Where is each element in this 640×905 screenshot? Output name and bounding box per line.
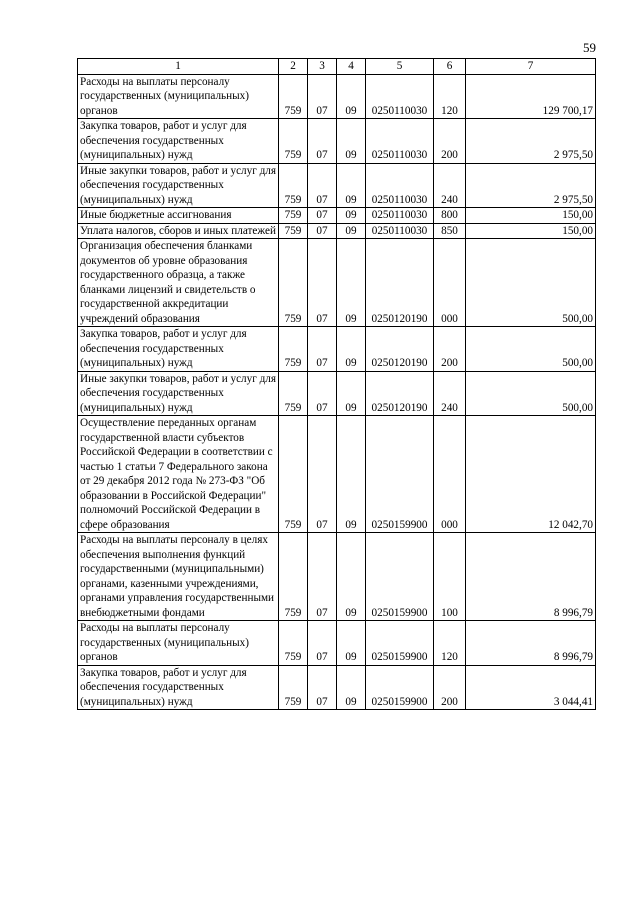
expense-name-cell: Иные бюджетные ассигнования xyxy=(78,208,279,224)
amount-cell: 8 996,79 xyxy=(466,533,596,621)
subsection-code-cell: 09 xyxy=(337,223,366,239)
expense-name-cell: Осуществление переданных органам государственной власти субъектов Российской Федерации в соответствии с частью 1 статьи 7 Федерального закона от 29 декабря 2012 года № 273-ФЗ "Об образовании в Российской Федерации" полномочий Российской Федерации в сфере образования xyxy=(78,416,279,533)
ministry-code-cell: 759 xyxy=(279,239,308,327)
table-row xyxy=(78,621,596,666)
ministry-code-cell: 759 xyxy=(279,74,308,119)
expense-type-cell: 120 xyxy=(434,74,466,119)
section-code-cell: 07 xyxy=(308,533,337,621)
table-row xyxy=(78,239,596,327)
ministry-code-cell: 759 xyxy=(279,223,308,239)
amount-cell: 150,00 xyxy=(466,223,596,239)
target-article-cell: 0250110030 xyxy=(366,119,434,164)
ministry-code-cell: 759 xyxy=(279,533,308,621)
target-article-cell: 0250110030 xyxy=(366,74,434,119)
column-header: 1 xyxy=(78,59,279,75)
table-row xyxy=(78,119,596,164)
amount-cell: 12 042,70 xyxy=(466,416,596,533)
ministry-code-cell: 759 xyxy=(279,621,308,666)
section-code-cell: 07 xyxy=(308,119,337,164)
page-number: 59 xyxy=(583,40,596,55)
ministry-code-cell: 759 xyxy=(279,327,308,372)
target-article-cell: 0250110030 xyxy=(366,223,434,239)
expense-type-cell: 200 xyxy=(434,327,466,372)
subsection-code-cell: 09 xyxy=(337,208,366,224)
budget-table xyxy=(77,58,596,710)
expense-type-cell: 200 xyxy=(434,119,466,164)
ministry-code-cell: 759 xyxy=(279,416,308,533)
table-row xyxy=(78,208,596,224)
table-row xyxy=(78,74,596,119)
table-row xyxy=(78,665,596,710)
amount-cell: 500,00 xyxy=(466,371,596,416)
expense-name-cell: Закупка товаров, работ и услуг для обеспечения государственных (муниципальных) нужд xyxy=(78,119,279,164)
subsection-code-cell: 09 xyxy=(337,327,366,372)
section-code-cell: 07 xyxy=(308,163,337,208)
section-code-cell: 07 xyxy=(308,371,337,416)
table-row xyxy=(78,533,596,621)
expense-type-cell: 100 xyxy=(434,533,466,621)
amount-cell: 129 700,17 xyxy=(466,74,596,119)
section-code-cell: 07 xyxy=(308,74,337,119)
expense-name-cell: Закупка товаров, работ и услуг для обеспечения государственных (муниципальных) нужд xyxy=(78,665,279,710)
table-row xyxy=(78,416,596,533)
expense-name-cell: Расходы на выплаты персоналу государственных (муниципальных) органов xyxy=(78,621,279,666)
table-header-row xyxy=(78,59,596,75)
section-code-cell: 07 xyxy=(308,416,337,533)
target-article-cell: 0250159900 xyxy=(366,665,434,710)
column-header: 4 xyxy=(337,59,366,75)
target-article-cell: 0250120190 xyxy=(366,327,434,372)
expense-name-cell: Уплата налогов, сборов и иных платежей xyxy=(78,223,279,239)
expense-type-cell: 200 xyxy=(434,665,466,710)
column-header: 3 xyxy=(308,59,337,75)
table-row xyxy=(78,223,596,239)
expense-name-cell: Расходы на выплаты персоналу в целях обеспечения выполнения функций государственными (муниципальными) органами, казенными учреждениями, органами управления государственными внебюджетными фондами xyxy=(78,533,279,621)
subsection-code-cell: 09 xyxy=(337,665,366,710)
expense-name-cell: Расходы на выплаты персоналу государственных (муниципальных) органов xyxy=(78,74,279,119)
subsection-code-cell: 09 xyxy=(337,163,366,208)
target-article-cell: 0250159900 xyxy=(366,621,434,666)
table-row xyxy=(78,163,596,208)
expense-type-cell: 850 xyxy=(434,223,466,239)
column-header: 6 xyxy=(434,59,466,75)
subsection-code-cell: 09 xyxy=(337,621,366,666)
section-code-cell: 07 xyxy=(308,621,337,666)
expense-type-cell: 800 xyxy=(434,208,466,224)
ministry-code-cell: 759 xyxy=(279,665,308,710)
target-article-cell: 0250120190 xyxy=(366,371,434,416)
target-article-cell: 0250110030 xyxy=(366,163,434,208)
expense-type-cell: 240 xyxy=(434,163,466,208)
ministry-code-cell: 759 xyxy=(279,163,308,208)
expense-name-cell: Иные закупки товаров, работ и услуг для обеспечения государственных (муниципальных) нужд xyxy=(78,371,279,416)
ministry-code-cell: 759 xyxy=(279,371,308,416)
expense-type-cell: 120 xyxy=(434,621,466,666)
target-article-cell: 0250159900 xyxy=(366,416,434,533)
amount-cell: 150,00 xyxy=(466,208,596,224)
section-code-cell: 07 xyxy=(308,223,337,239)
expense-type-cell: 240 xyxy=(434,371,466,416)
expense-name-cell: Иные закупки товаров, работ и услуг для обеспечения государственных (муниципальных) нужд xyxy=(78,163,279,208)
section-code-cell: 07 xyxy=(308,665,337,710)
amount-cell: 500,00 xyxy=(466,239,596,327)
expense-type-cell: 000 xyxy=(434,239,466,327)
amount-cell: 500,00 xyxy=(466,327,596,372)
expense-name-cell: Закупка товаров, работ и услуг для обеспечения государственных (муниципальных) нужд xyxy=(78,327,279,372)
table-row xyxy=(78,327,596,372)
ministry-code-cell: 759 xyxy=(279,119,308,164)
target-article-cell: 0250159900 xyxy=(366,533,434,621)
subsection-code-cell: 09 xyxy=(337,119,366,164)
target-article-cell: 0250120190 xyxy=(366,239,434,327)
subsection-code-cell: 09 xyxy=(337,74,366,119)
subsection-code-cell: 09 xyxy=(337,371,366,416)
amount-cell: 8 996,79 xyxy=(466,621,596,666)
column-header: 7 xyxy=(466,59,596,75)
amount-cell: 3 044,41 xyxy=(466,665,596,710)
column-header: 2 xyxy=(279,59,308,75)
column-header: 5 xyxy=(366,59,434,75)
subsection-code-cell: 09 xyxy=(337,416,366,533)
amount-cell: 2 975,50 xyxy=(466,163,596,208)
expense-type-cell: 000 xyxy=(434,416,466,533)
target-article-cell: 0250110030 xyxy=(366,208,434,224)
table-row xyxy=(78,371,596,416)
section-code-cell: 07 xyxy=(308,327,337,372)
expense-name-cell: Организация обеспечения бланками документов об уровне образования государственного образца, а также бланками лицензий и свидетельств о государственной аккредитации учреждений образования xyxy=(78,239,279,327)
subsection-code-cell: 09 xyxy=(337,533,366,621)
section-code-cell: 07 xyxy=(308,239,337,327)
subsection-code-cell: 09 xyxy=(337,239,366,327)
amount-cell: 2 975,50 xyxy=(466,119,596,164)
section-code-cell: 07 xyxy=(308,208,337,224)
ministry-code-cell: 759 xyxy=(279,208,308,224)
